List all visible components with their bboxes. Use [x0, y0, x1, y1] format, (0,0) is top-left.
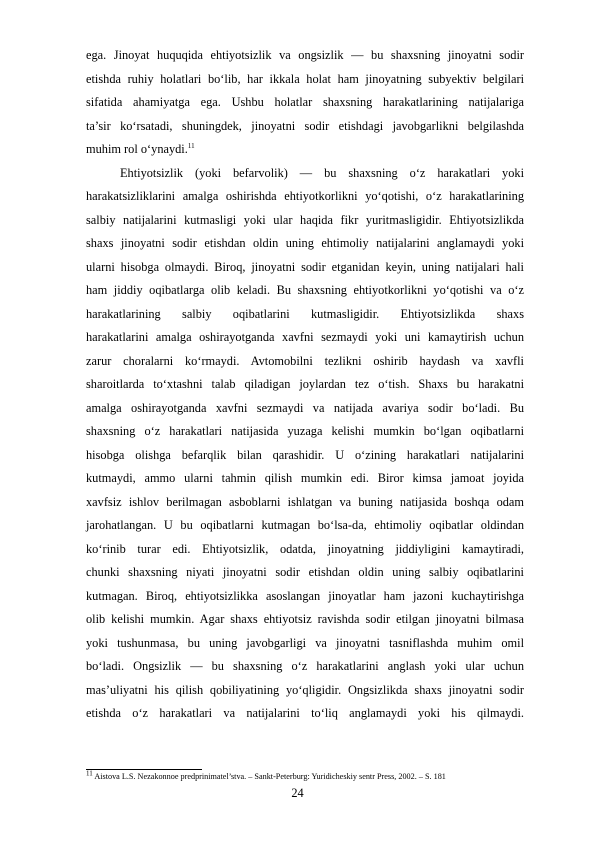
paragraph-2-line: yoki tushunmasa, bu uning javobgarligi va jinoyatni tasniflashda muhim omil: [86, 635, 524, 650]
paragraph-1-line: sifatida ahamiyatga ega. Ushbu holatlar shaxsning harakatlarining natijalariga: [86, 95, 524, 109]
paragraph-2-line: salbiy natijalarini kutmasligi yoki ular haqida fikr yuritmasligidir. Ehtiyotsizlikda: [86, 212, 524, 227]
paragraph-1-last-text: muhim rol o‘ynaydi.: [86, 142, 188, 156]
paragraph-2-line: kutmagan. Biroq, ehtiyotsizlikka asoslangan jinoyatlar ham jazoni kuchaytirishga: [86, 588, 524, 603]
footnote-text: Aistova L.S. Nezakonnoe predprinimatel’stva. – Sankt-Peterburg: Yuridicheskiy sentr Press, 2002. – S. 181: [92, 772, 446, 781]
paragraph-1-line: ega. Jinoyat huquqida ehtiyotsizlik va ongsizlik — bu shaxsning jinoyatni sodir: [86, 48, 524, 62]
paragraph-2-line: sharoitlarda to‘xtashni talab qiladigan joylardan tez o‘tish. Shaxs bu harakatni: [86, 377, 524, 391]
paragraph-2-line: zarur choralarni ko‘rmaydi. Avtomobilni tezlikni oshirib haydash va xavfli: [86, 353, 524, 368]
paragraph-2-line: xavfsiz ishlov berilmagan asboblarni ishlatgan va buning natijasida boshqa odam: [86, 494, 524, 509]
paragraph-2-line: amalga oshirayotganda xavfni sezmaydi va natijada avariya sodir bo‘ladi. Bu: [86, 400, 524, 415]
paragraph-1-line: ta’sir ko‘rsatadi, shuningdek, jinoyatni sodir etishdagi javobgarlikni belgilashda: [86, 118, 524, 133]
paragraph-2-line: kutmaydi, ammo ularni tahmin qilish mumkin edi. Biror kimsa jamoat joyida: [86, 471, 524, 485]
paragraph-2-line: mas’uliyatni his qilish qobiliyatining yo‘qligidir. Ongsizlikda shaxs jinoyatni sodir: [86, 682, 524, 697]
paragraph-2-line: ham jiddiy oqibatlarga olib keladi. Bu shaxsning ehtiyotkorlikni yo‘qotishi va o‘z: [86, 283, 524, 297]
paragraph-2-line: shaxsning o‘z harakatlari natijasida yuzaga kelishi mumkin bo‘lgan oqibatlarni: [86, 424, 524, 438]
footnote-divider: [86, 769, 202, 770]
page-number: 24: [291, 786, 304, 800]
body-text: [86, 44, 524, 726]
paragraph-2-line: harakatlarini amalga oshirayotganda xavfni sezmaydi yoki uni kamaytirish uchun: [86, 330, 524, 344]
paragraph-2-line: harakatsizliklarini amalga oshirishda ehtiyotkorlikni yo‘qotishi, o‘z harakatlarining: [86, 189, 524, 203]
paragraph-2-line: olib kelishi mumkin. Agar shaxs ehtiyotsiz ravishda sodir etilgan jinoyatni bilmasa: [86, 612, 524, 626]
footnote-number: 11: [86, 769, 93, 778]
footnote: [86, 769, 524, 782]
paragraph-2-line: ko‘rinib turar edi. Ehtiyotsizlik, odatda, jinoyatning jiddiyligini kamaytiradi,: [86, 541, 524, 556]
footnote-reference: 11: [187, 141, 195, 150]
paragraph-2-line: Ehtiyotsizlik (yoki befarvolik) — bu shaxsning o‘z harakatlari yoki: [120, 165, 524, 180]
paragraph-2-line: hisobga olishga befarqlik bilan qarashidir. U o‘zining harakatlari natijalarini: [86, 447, 524, 462]
paragraph-1-last-line: [86, 138, 524, 162]
paragraph-1-line: etishda ruhiy holatlari bo‘lib, har ikkala holat ham jinoyatning subyektiv belgilari: [86, 71, 524, 86]
paragraph-2-line: chunki shaxsning niyati jinoyatni sodir etishdan oldin uning salbiy oqibatlarini: [86, 565, 524, 579]
paragraph-2-line: ularni hisobga olmaydi. Biroq, jinoyatni sodir etganidan keyin, uning natijalari hali: [86, 259, 524, 274]
paragraph-2-line: bo‘ladi. Ongsizlik — bu shaxsning o‘z harakatlarini anglash yoki ular uchun: [86, 659, 524, 673]
paragraph-2-line: shaxs jinoyatni sodir etishdan oldin uning ehtimoliy natijalarini anglamaydi yoki: [86, 236, 524, 250]
paragraph-2-line: harakatlarining salbiy oqibatlarini kutmasligidir. Ehtiyotsizlikda shaxs: [86, 306, 524, 321]
paragraph-2-line: jarohatlangan. U bu oqibatlarni kutmagan bo‘lsa-da, ehtimoliy oqibatlar oldindan: [86, 518, 524, 532]
paragraph-2-line: etishda o‘z harakatlari va natijalarini to‘liq anglamaydi yoki his qilmaydi.: [86, 706, 524, 720]
